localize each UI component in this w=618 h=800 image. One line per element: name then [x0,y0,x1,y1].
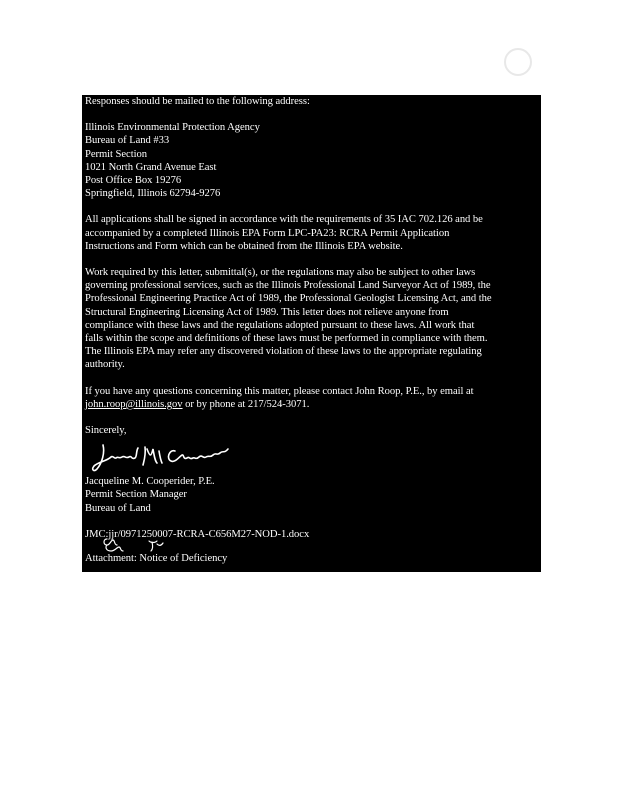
address-line: Bureau of Land #33 [85,135,170,147]
signer-name: Jacqueline M. Cooperider, P.E. [85,476,215,488]
paragraph-line: governing professional services, such as the Illinois Professional Land Surveyor Act of 1989, the [85,280,491,292]
handwritten-initials [85,541,541,552]
spacer [85,372,541,385]
paragraph-line: The Illinois EPA may refer any discovered violation of these laws to the appropriate regulating [85,346,482,358]
paragraph-line: All applications shall be signed in accordance with the requirements of 35 IAC 702.126 and be [85,214,483,226]
contact-line [85,398,541,411]
contact-line: If you have any questions concerning this matter, please contact John Roop, P.E., by email at [85,385,474,397]
address-line: Post Office Box 19276 [85,175,182,187]
paragraph-line: Instructions and Form which can be obtained from the Illinois EPA website. [85,240,403,252]
mailing-intro: Responses should be mailed to the following address: [85,96,310,107]
handwritten-signature [89,439,239,475]
spacer [85,411,541,424]
work-paragraph [85,266,541,372]
contact-email-link[interactable]: john.roop@illinois.gov [85,398,183,410]
paragraph-line: compliance with these laws and the regulations adopted pursuant to these laws. All work that [85,319,475,331]
signer-title: Permit Section Manager [85,489,187,501]
file-reference: JMC:jjr/0971250007-RCRA-C656M27-NOD-1.docx [85,528,310,540]
attachment-note: Attachment: Notice of Deficiency [85,553,228,565]
mailing-address [85,121,541,200]
signer-block [85,475,541,515]
closing: Sincerely, [85,425,127,437]
initials-scribble [85,537,195,553]
spacer [85,200,541,213]
address-line: Springfield, Illinois 62794-9276 [85,188,221,200]
letter-content-block [82,95,541,572]
spacer [85,515,541,528]
paragraph-line: falls within the scope and definitions of these laws must be performed in compliance with them. [85,333,488,345]
faint-seal-mark [500,44,536,80]
spacer [85,253,541,266]
contact-paragraph [85,385,541,411]
paragraph-line: Structural Engineering Licensing Act of 1989. This letter does not relieve anyone from [85,306,449,318]
paragraph-line: Professional Engineering Practice Act of 1989, the Professional Geologist Licensing Act, and the [85,293,492,305]
applications-paragraph [85,213,541,253]
signer-bureau: Bureau of Land [85,502,151,514]
paragraph-line: authority. [85,359,125,371]
signature-image [85,439,541,475]
paragraph-line: accompanied by a completed Illinois EPA Form LPC-PA23: RCRA Permit Application [85,227,450,239]
address-line: Permit Section [85,148,147,160]
address-line: Illinois Environmental Protection Agency [85,122,260,134]
address-line: 1021 North Grand Avenue East [85,161,217,173]
spacer [85,108,541,121]
contact-phone-text: or by phone at 217/524-3071. [182,398,310,410]
paragraph-line: Work required by this letter, submittal(s), or the regulations may also be subject to other laws [85,267,476,279]
